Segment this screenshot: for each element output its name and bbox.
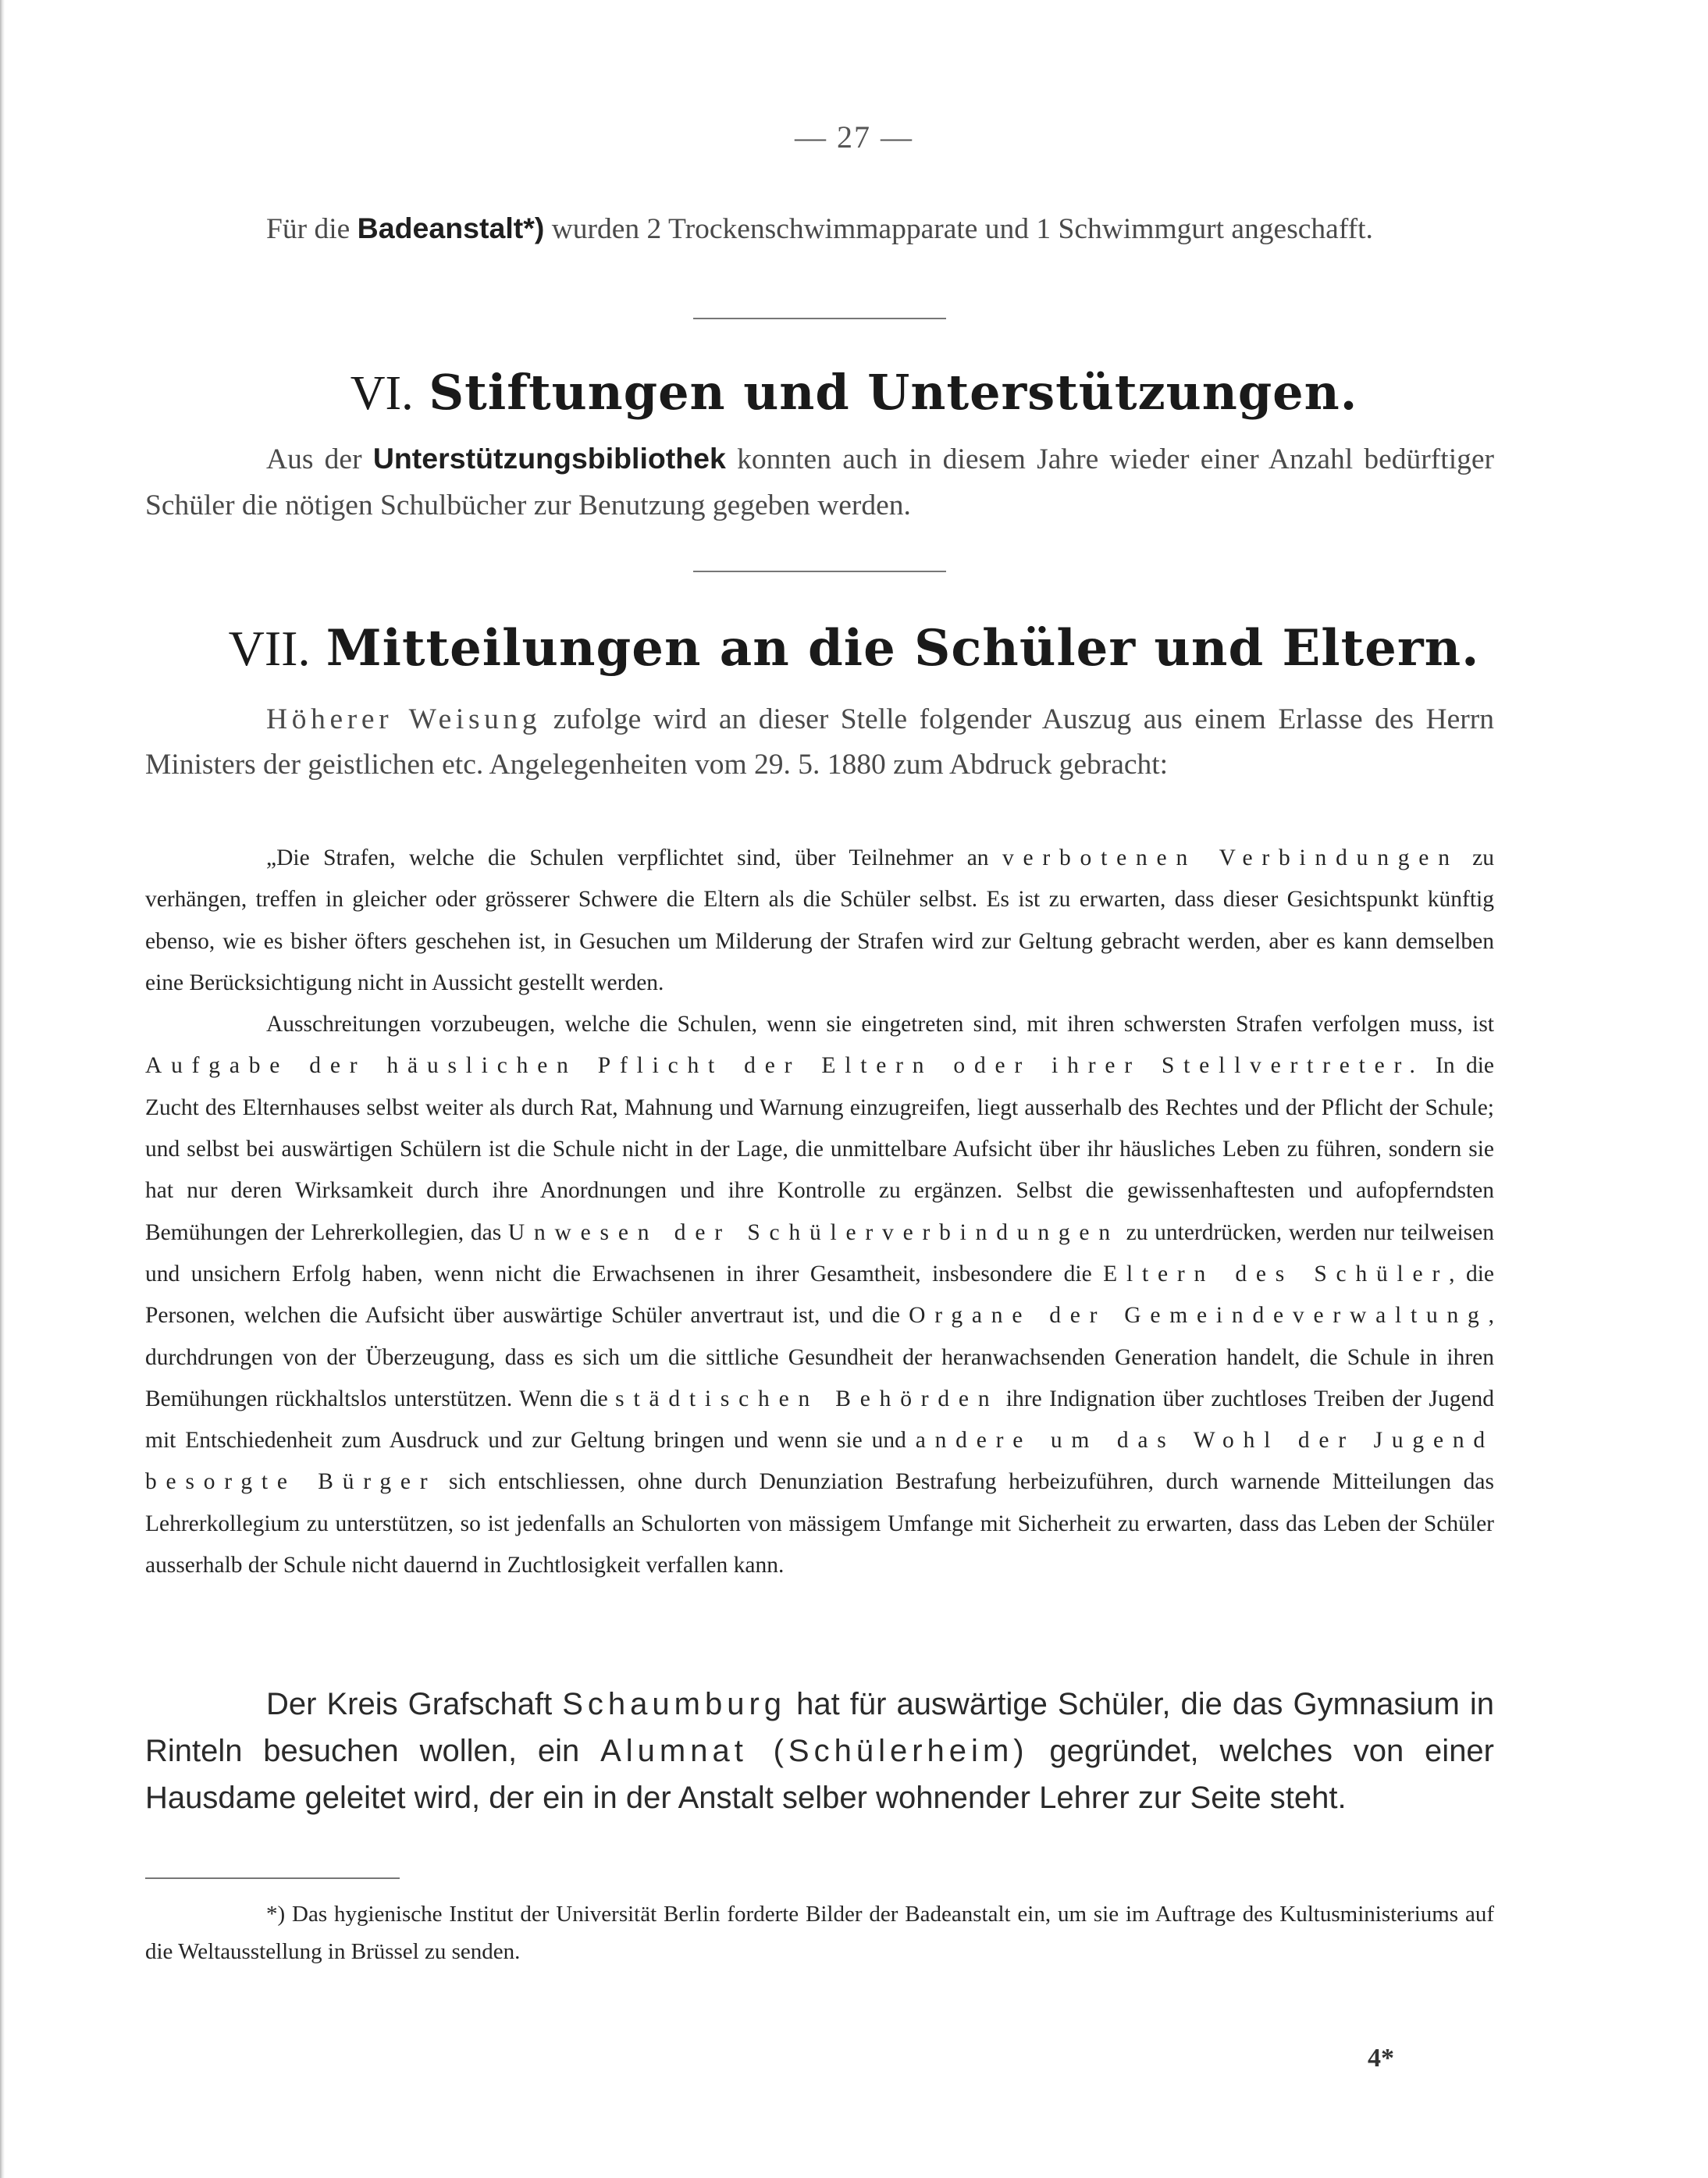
quote2-j: städtischen Behörden (615, 1386, 999, 1411)
bath-text-post: wurden 2 Trockenschwimmapparate und 1 Schwimmgurt angeschafft. (544, 213, 1373, 245)
quote2-b: Aufgabe der häuslichen Pflicht der Eltern oder ihrer Stellvertreter. (145, 1053, 1425, 1079)
quote2-d: Unwesen der Schülerverbindungen (507, 1219, 1119, 1245)
bath-bold: Badeanstalt*) (357, 212, 545, 244)
closing-e: gegründet, welches von einer Hausdame geleitet wird, der ein in der Anstalt selber wohnender Lehrer zur Seite steht. (145, 1734, 1495, 1815)
quote2-h: Organe der Gemeindeverwaltung (909, 1303, 1489, 1329)
quote2-i: , durchdrungen von der Überzeugung, dass es sich um die sittliche Gesundheit der heranwachsenden Generation handelt, die Schule in ihren Bemühungen rückhaltslos unterstützen. Wenn die (145, 1303, 1494, 1411)
divider-1 (693, 318, 946, 319)
section-6-text-pre: Aus der (266, 443, 373, 475)
decree-quote-paragraph-2 (145, 1004, 1494, 1586)
quote1-b: verbotenen Verbindungen (1002, 845, 1459, 870)
closing-a: Der Kreis Grafschaft (266, 1687, 563, 1721)
section-7-intro (145, 697, 1494, 788)
section-7-heading (0, 619, 1708, 678)
section-7-title: Mitteilungen an die Schüler und Eltern. (326, 619, 1480, 678)
quote2-m: sich entschliessen, ohne durch Denunziation Bestrafung herbeizuführen, durch warnende Mitteilungen das Lehrerkollegium zu unterstützen, so ist jedenfalls an Schulorten von mässigem Umfange mit Sicherheit zu erwarten, dass das Leben der Schüler ausserhalb der Schule nicht dauernd in Zuchtlosigkeit verfallen kann. (145, 1469, 1494, 1578)
section-6-paragraph (145, 436, 1494, 528)
quote1-c: zu verhängen, treffen in gleicher oder grösserer Schwere die Eltern als die Schüler selbst. Es ist zu erwarten, dass dieser Gesichtspunkt künftig ebenso, wie es bisher öfters geschehen ist, in Gesuchen um Milderung der Strafen wird zur Geltung gebracht werden, aber es kann demselben eine Berücksichtigung nicht in Aussicht gestellt werden. (145, 845, 1494, 995)
section-6-text-post: konnten auch in diesem Jahre wieder einer Anzahl bedürftiger Schüler die nötigen Schulbücher zur Benutzung gegeben werden. (145, 443, 1495, 521)
quote2-f: Eltern des Schüler (1103, 1261, 1450, 1287)
section-7-number: VII. (228, 621, 311, 676)
footnote-text: *) Das hygienische Institut der Universität Berlin forderte Bilder der Badeanstalt ein, um sie im Auftrage des Kultusministeriums auf die Weltausstellung in Brüssel zu senden. (145, 1902, 1494, 1964)
footnote-divider (145, 1877, 400, 1879)
divider-2 (693, 571, 946, 572)
quote2-g: , die Personen, welchen die Aufsicht über auswärtige Schüler anvertraut ist, und die (145, 1261, 1494, 1329)
bath-paragraph (145, 205, 1494, 252)
signature-mark: 4* (1368, 2044, 1394, 2073)
closing-c: hat für auswärtige Schüler, die das Gymnasium in Rinteln besuchen wollen, ein (145, 1687, 1495, 1768)
quote1-a: „Die Strafen, welche die Schulen verpflichtet sind, über Teilnehmer an (266, 845, 1002, 870)
section-6-title: Stiftungen und Unterstützungen. (429, 364, 1358, 421)
quote2-e: zu unterdrücken, werden nur teilweisen und unsichern Erfolg haben, wenn nicht die Erwachsenen in ihrer Gesamtheit, insbesondere die (145, 1219, 1494, 1287)
decree-quote (145, 838, 1494, 1586)
section-7-intro-spaced: Höherer Weisung (266, 703, 542, 735)
section-7-intro-rest: zufolge wird an dieser Stelle folgender Auszug aus einem Erlasse des Herrn Ministers der geistlichen etc. Angelegenheiten vom 29. 5. 1880 zum Abdruck gebracht: (145, 703, 1494, 781)
quote2-a: Ausschreitungen vorzubeugen, welche die Schulen, wenn sie eingetreten sind, mit ihren schwersten Strafen verfolgen muss, ist (266, 1012, 1494, 1037)
quote2-k: ihre Indignation über zuchtloses Treiben der Jugend mit Entschiedenheit zum Ausdruck und zur Geltung bringen und wenn sie und (145, 1386, 1494, 1454)
section-6-heading (0, 364, 1708, 422)
alumnat-paragraph (145, 1681, 1494, 1821)
section-6-number: VI. (350, 367, 414, 420)
quote2-c: In die Zucht des Elternhauses selbst weiter als durch Rat, Mahnung und Warnung einzugreifen, liegt ausserhalb des Rechtes und der Pflicht der Schule; und selbst bei auswärtigen Schülern ist die Schule nicht in der Lage, die unmittelbare Aufsicht über ihr häusliches Leben zu führen, sondern sie hat nur deren Wirksamkeit durch ihre Anordnungen und ihre Kontrolle zu ergänzen. Selbst die gewissenhaftesten und aufopferndsten Bemühungen der Lehrerkollegien, das (145, 1053, 1494, 1245)
closing-d: Alumnat (Schülerheim) (600, 1734, 1029, 1768)
decree-quote-paragraph-1 (145, 838, 1494, 1004)
footnote (145, 1895, 1494, 1970)
page-number: — 27 — (795, 119, 913, 155)
section-6-text-bold: Unterstützungsbibliothek (372, 442, 726, 475)
closing-b: Schaumburg (562, 1687, 787, 1721)
quote2-l: andere um das Wohl der Jugend besorgte Bürger (145, 1428, 1494, 1495)
bath-text-pre: Für die (266, 213, 358, 245)
